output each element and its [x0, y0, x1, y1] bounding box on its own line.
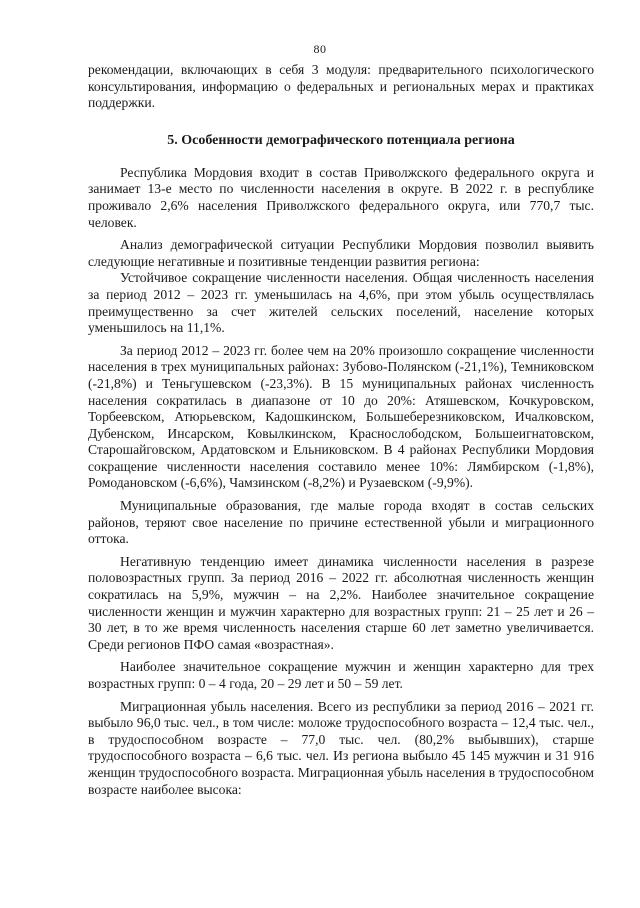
- paragraph-analysis-intro: Анализ демографической ситуации Республики Мордовия позволил выявить следующие негативные и позитивные тенденции развития региона:: [88, 237, 594, 269]
- document-body: [88, 62, 594, 798]
- paragraph-small-towns: Муниципальные образования, где малые города входят в состав сельских районов, теряют свое население по причине естественной убыли и миграционного оттока.: [88, 498, 594, 547]
- page-number: 80: [313, 42, 327, 56]
- paragraph-population-decline: Устойчивое сокращение численности населения. Общая численность населения за период 2012 – 2023 гг. уменьшилась на 4,6%, при этом убыль осуществлялась преимущественно за счет жителей сельских поселений, население которых уменьшилось на 11,1%.: [88, 270, 594, 336]
- paragraph-continuation: рекомендации, включающих в себя 3 модуля: предварительного психологического консультирования, информацию о федеральных и региональных мерах и практиках поддержки.: [88, 62, 594, 111]
- paragraph-district-decline: За период 2012 – 2023 гг. более чем на 20% произошло сокращение численности населения в трех муниципальных районах: Зубово-Полянском (-21,1%), Темниковском (-21,8%) и Теньгушевском (-23,3%). В 15 муниципальных районах численность населения сократилась в диапазоне от 10 до 20%: Атяшевском, Кочкуровском, Торбеевском, Атюрьевском, Кадошкинском, Большеберезниковском, Ичалковском, Дубенском, Инсарском, Ковылкинском, Краснослободском, Большеигнатовском, Старошайговском, Ардатовском и Ельниковском. В 4 районах Республики Мордовия сокращение численности населения составило менее 10%: Лямбирском (-1,8%), Ромодановском (-6,6%), Чамзинском (-8,2%) и Рузаевском (-9,9%).: [88, 342, 594, 491]
- paragraph-age-groups: Наиболее значительное сокращение мужчин и женщин характерно для трех возрастных групп: 0 – 4 года, 20 – 29 лет и 50 – 59 лет.: [88, 659, 594, 691]
- paragraph-region-overview: Республика Мордовия входит в состав Приволжского федерального округа и занимает 13-е место по численности населения в округе. В 2022 г. в республике проживало 2,6% населения Приволжского федерального округа, или 770,7 тыс. человек.: [88, 164, 594, 230]
- section-heading: 5. Особенности демографического потенциала региона: [167, 132, 515, 148]
- paragraph-migration: Миграционная убыль населения. Всего из республики за период 2016 – 2021 гг. выбыло 96,0 тыс. чел., в том числе: моложе трудоспособного возраста – 12,4 тыс. чел., в трудоспособном возрасте – 77,0 тыс. чел. (80,2% выбывших), старше трудоспособного возраста – 6,6 тыс. чел. Из региона выбыло 45 145 мужчин и 31 916 женщин трудоспособного возраста. Миграционная убыль населения в трудоспособном возрасте наиболее высока:: [88, 698, 594, 797]
- paragraph-age-sex-dynamics: Негативную тенденцию имеет динамика численности населения в разрезе половозрастных групп. За период 2016 – 2022 гг. абсолютная численность женщин сократилась на 5,9%, мужчин – на 2,2%. Наиболее значительное сокращение численности женщин и мужчин характерно для возрастных групп: 21 – 25 лет и 26 – 30 лет, в то же время численность населения старше 60 лет заметно увеличивается. Среди регионов ПФО самая «возрастная».: [88, 553, 594, 652]
